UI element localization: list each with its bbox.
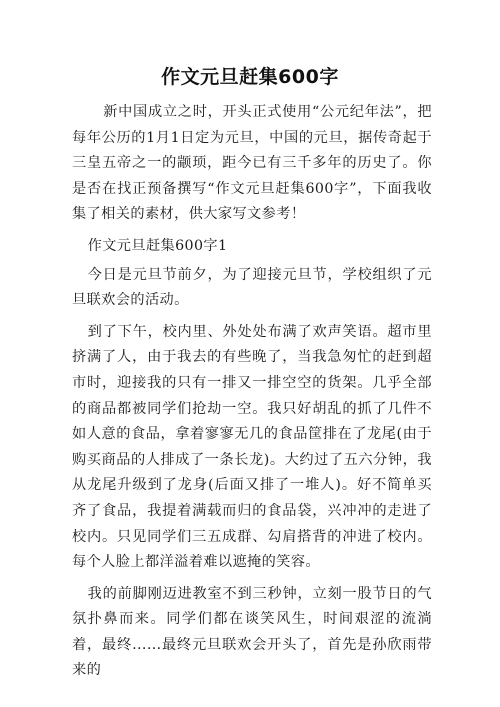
body-paragraph: 今日是元旦节前夕，为了迎接元旦节，学校组织了元旦联欢会的活动。 xyxy=(72,266,432,309)
intro-paragraph: 新中国成立之时，开头正式使用“公元纪年法”，把每年公历的1月1日定为元旦，中国的元旦，据传奇起于三皇五帝之一的颛顼，距今已有三千多年的历史了。你是否在找正预备撰写“作文元旦赶集600字”，下面我收集了相关的素材，供大家写文参考！ xyxy=(72,104,432,223)
section-subtitle: 作文元旦赶集600字1 xyxy=(87,237,228,254)
body-paragraph: 到了下午，校内里、外处处布满了欢声笑语。超市里挤满了人，由于我去的有些晚了，当我急匆忙的赶到超市时，迎接我的只有一排又一排空空的货架。几乎全部的商品都被同学们抢劫一空。我只好胡乱的抓了几件不如人意的食品，拿着寥寥无几的食品筐排在了龙尾(由于购买商品的人排成了一条长龙)。大约过了五六分钟，我从龙尾升级到了龙身(后面又排了一堆人)。好不简单买齐了食品，我提着满载而归的食品袋，兴冲冲的走进了校内。只见同学们三五成群、勾肩搭背的冲进了校内。每个人脸上都洋溢着难以遮掩的笑容。 xyxy=(72,323,432,571)
body-paragraph: 我的前脚刚迈进教室不到三秒钟，立刻一股节日的气氛扑鼻而来。同学们都在谈笑风生，时间艰涩的流淌着，最终......最终元旦联欢会开头了，首先是孙欣雨带来的 xyxy=(72,585,432,679)
document-body xyxy=(72,100,432,690)
document-title: 作文元旦赶集600字 xyxy=(161,66,339,88)
